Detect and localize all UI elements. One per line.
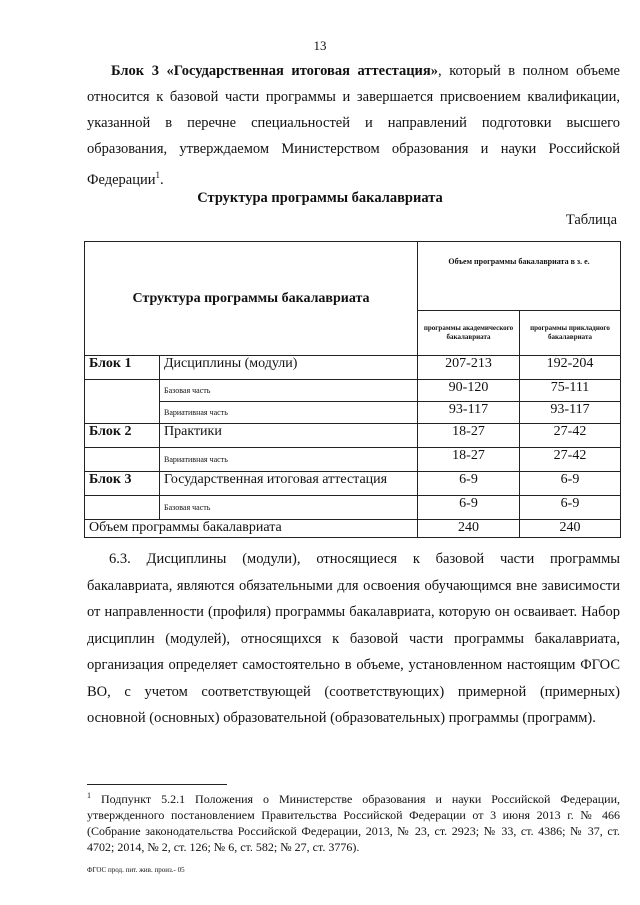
paragraph-6-3-text: 6.3. Дисциплины (модули), относящиеся к базовой части программы бакалавриата, являются обязательными для освоения обучающимся вне зависимости от направленности (профиля) программы бакалавриата, которую он осваивает. Набор дисциплин (модулей), относящихся к базовой части программы бакалавриата, организация определяет самостоятельно в объеме, установленном настоящим ФГОС ВО, с учетом соответствующей (соответствующих) примерной (примерных) основной (основных) образовательной (образовательных) программы (программ). [87, 551, 620, 726]
value-academic: 18-27 [418, 448, 520, 472]
table-header-row [85, 242, 621, 311]
table-row [85, 380, 621, 402]
table-row [85, 356, 621, 380]
value-academic: 18-27 [418, 424, 520, 448]
header-academic: программы академического бакалавриата [418, 311, 520, 356]
block-title: Государственная итоговая аттестация [160, 472, 418, 496]
block-spacer [85, 496, 160, 520]
header-volume: Объем программы бакалавриата в з. е. [418, 242, 621, 311]
value-applied: 6-9 [520, 472, 621, 496]
footnote-divider [87, 784, 227, 785]
footnote [87, 788, 620, 855]
value-applied: 75-111 [520, 380, 621, 402]
structure-title: Структура программы бакалавриата [197, 190, 443, 206]
block-spacer [85, 448, 160, 472]
footnote-mark: 1 [87, 791, 91, 800]
intro-bold: Блок 3 «Государственная итоговая аттестация» [111, 63, 439, 79]
block-title: Практики [160, 424, 418, 448]
part-label: Базовая часть [160, 380, 418, 402]
table-row [85, 496, 621, 520]
table-row [85, 402, 621, 424]
total-applied: 240 [520, 520, 621, 538]
intro-end: . [159, 171, 164, 188]
value-applied: 27-42 [520, 424, 621, 448]
table-row [85, 472, 621, 496]
paragraph-6-3 [87, 546, 620, 732]
table-total-row [85, 520, 621, 538]
value-applied: 27-42 [520, 448, 621, 472]
footnote-text: Подпункт 5.2.1 Положения о Министерстве образования и науки Российской Федерации, утвержденного постановлением Правительства Российской Федерации от 3 июня 2013 г. № 466 (Собрание законодательства Российской Федерации, 2013, № 23, ст. 2923; № 33, ст. 4386; № 37, ст. 4702; 2014, № 2, ст. 126; № 6, ст. 582; № 27, ст. 3776). [87, 792, 620, 854]
block-name: Блок 2 [85, 424, 160, 448]
part-label: Вариативная часть [160, 448, 418, 472]
block-name: Блок 1 [85, 356, 160, 380]
footnote-ref[interactable]: 1 [155, 170, 160, 180]
value-academic: 90-120 [418, 380, 520, 402]
value-applied: 93-117 [520, 402, 621, 424]
value-applied: 6-9 [520, 496, 621, 520]
table-label: Таблица [565, 212, 617, 228]
header-structure: Структура программы бакалавриата [85, 242, 418, 356]
total-academic: 240 [418, 520, 520, 538]
header-applied: программы прикладного бакалавриата [520, 311, 621, 356]
value-academic: 207-213 [418, 356, 520, 380]
value-academic: 6-9 [418, 496, 520, 520]
block-spacer [85, 380, 160, 424]
table-row [85, 424, 621, 448]
program-structure-table [84, 241, 621, 538]
block-name: Блок 3 [85, 472, 160, 496]
table-row [85, 448, 621, 472]
value-academic: 6-9 [418, 472, 520, 496]
block-title: Дисциплины (модули) [160, 356, 418, 380]
page-number: 13 [313, 38, 327, 53]
value-applied: 192-204 [520, 356, 621, 380]
part-label: Базовая часть [160, 496, 418, 520]
intro-paragraph [87, 58, 620, 193]
intro-text: , который в полном объеме относится к базовой части программы и завершается присвоением квалификации, указанной в перечне специальностей и направлений подготовки высшего образования, утверждаемом Министерством образования и науки Российской Федерации [87, 63, 620, 188]
total-label: Объем программы бакалавриата [85, 520, 418, 538]
page-footer: ФГОС прод. пит. жив. произ.- 05 [87, 866, 185, 874]
value-academic: 93-117 [418, 402, 520, 424]
part-label: Вариативная часть [160, 402, 418, 424]
